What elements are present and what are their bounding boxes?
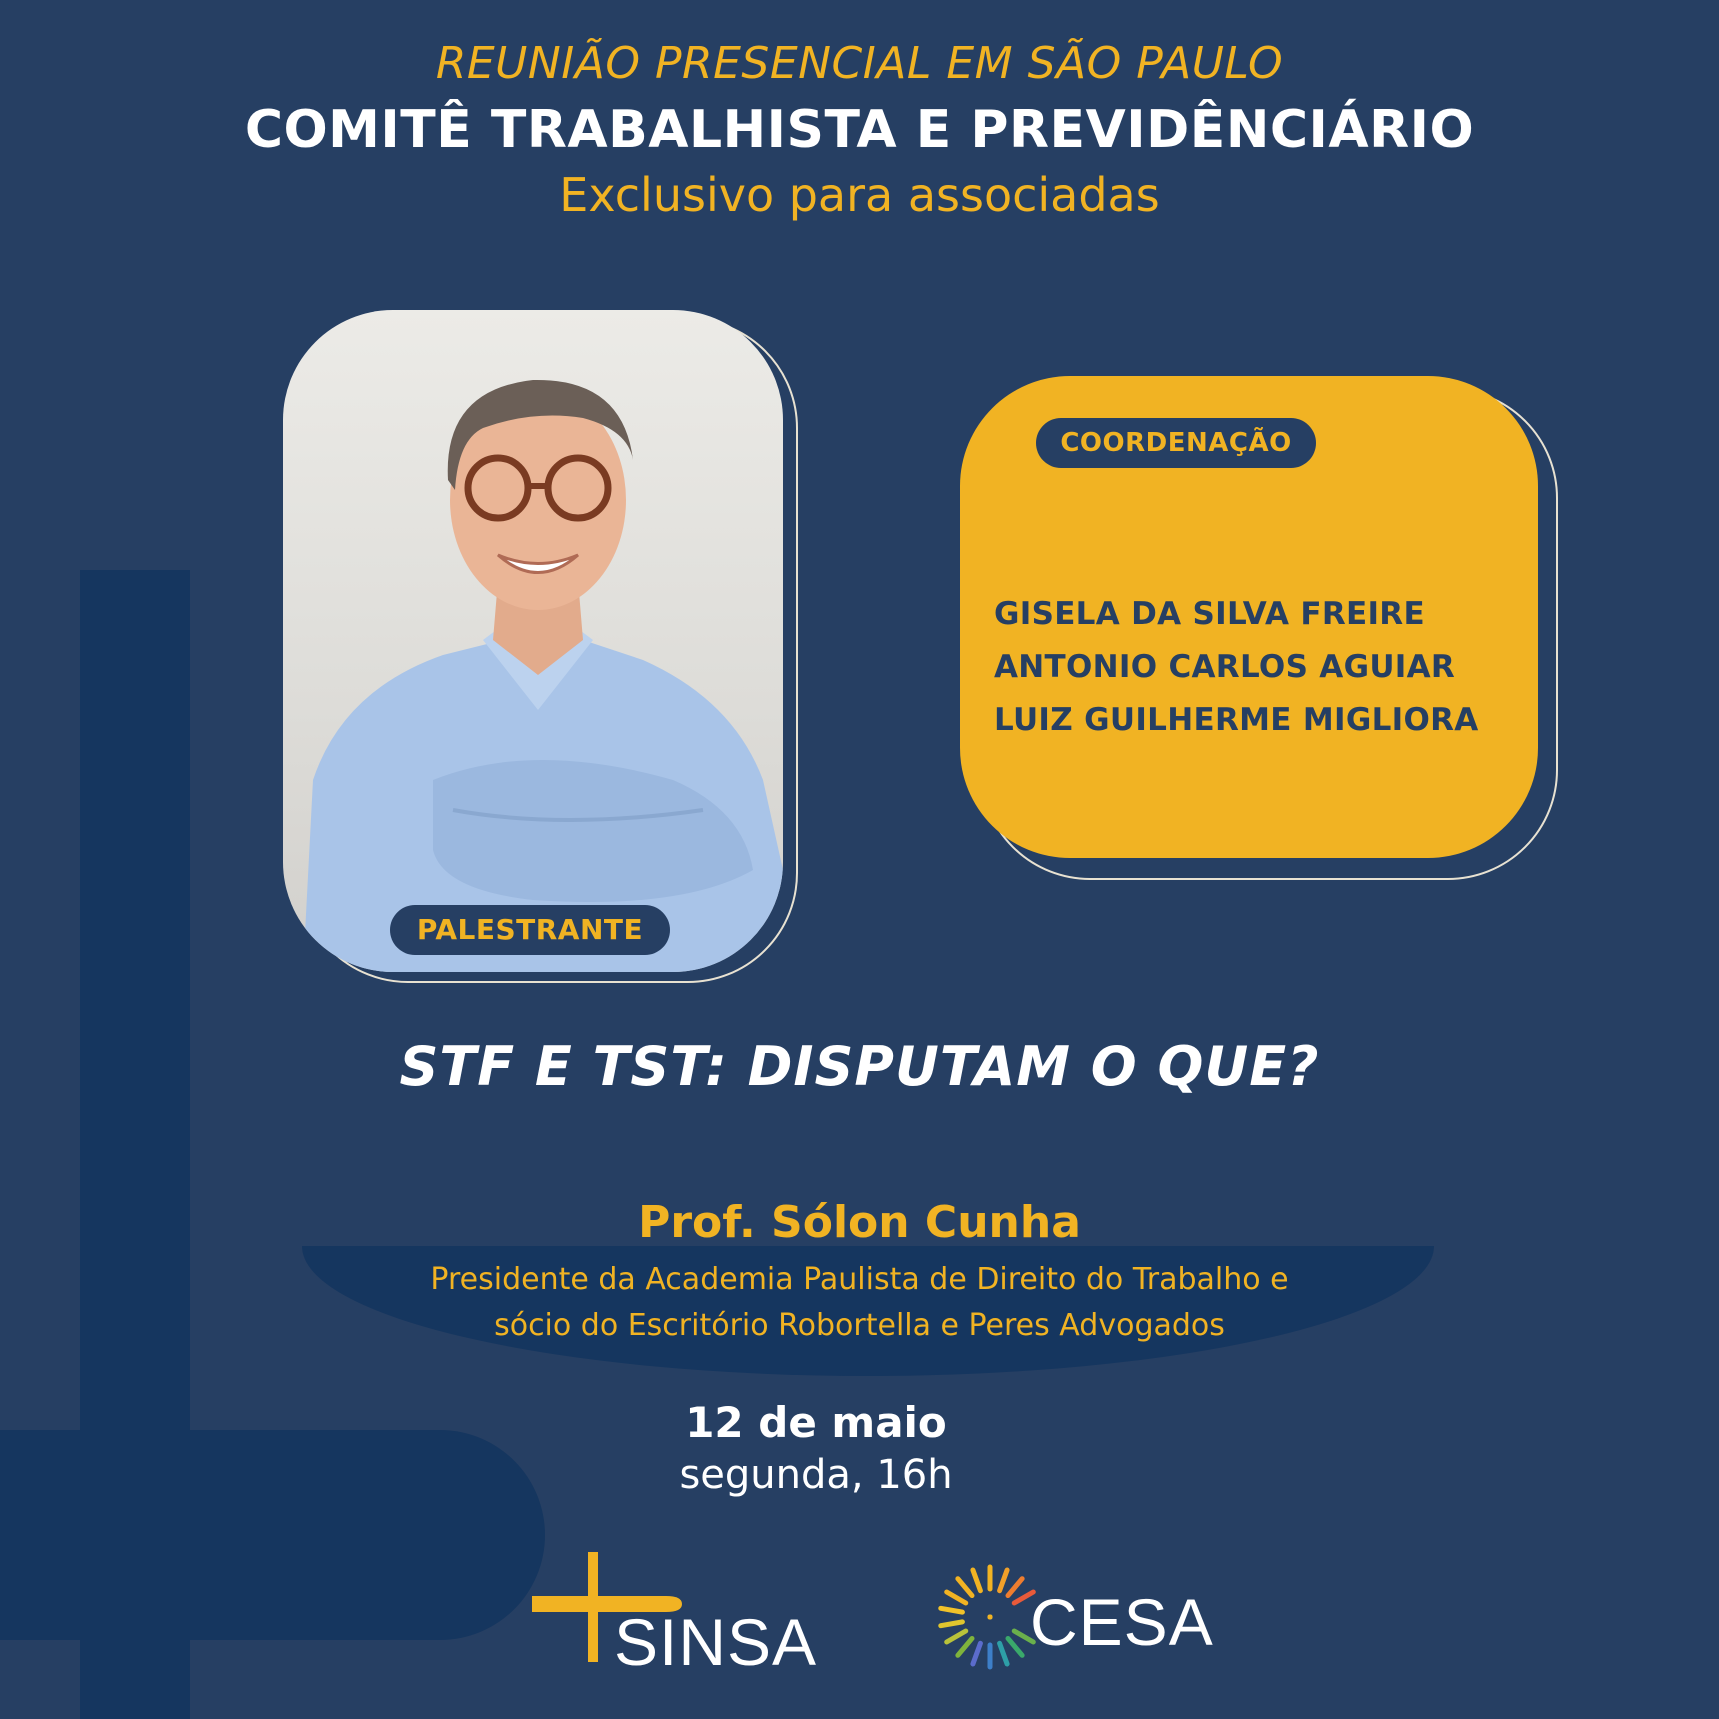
speaker-description-line: sócio do Escritório Robortella e Peres Advogados (494, 1308, 1225, 1343)
talk-topic: STF E TST: DISPUTAM O QUE? (399, 1035, 1320, 1098)
speaker-badge: PALESTRANTE (390, 905, 670, 955)
sinsa-wordmark: SINSA (614, 1605, 818, 1679)
cesa-logo (935, 1562, 1235, 1692)
coordinator-name: ANTONIO CARLOS AGUIAR (994, 649, 1456, 685)
sinsa-logo (532, 1552, 862, 1682)
event-type-heading: REUNIÃO PRESENCIAL EM SÃO PAULO (435, 38, 1284, 89)
cesa-wordmark: CESA (1030, 1585, 1214, 1659)
speaker-description-line: Presidente da Academia Paulista de Direito do Trabalho e (430, 1262, 1289, 1297)
event-time: segunda, 16h (679, 1452, 953, 1498)
speaker-photo (283, 310, 783, 972)
audience-subtitle: Exclusivo para associadas (559, 168, 1160, 222)
event-date: 12 de maio (685, 1398, 947, 1447)
coordinator-name: GISELA DA SILVA FREIRE (994, 596, 1425, 632)
speaker-name: Prof. Sólon Cunha (638, 1197, 1081, 1248)
committee-title: COMITÊ TRABALHISTA E PREVIDÊNCIÁRIO (244, 100, 1475, 160)
coordination-badge: COORDENAÇÃO (1036, 418, 1316, 468)
coordinator-name: LUIZ GUILHERME MIGLIORA (994, 702, 1479, 738)
cesa-burst-icon (935, 1562, 1045, 1672)
